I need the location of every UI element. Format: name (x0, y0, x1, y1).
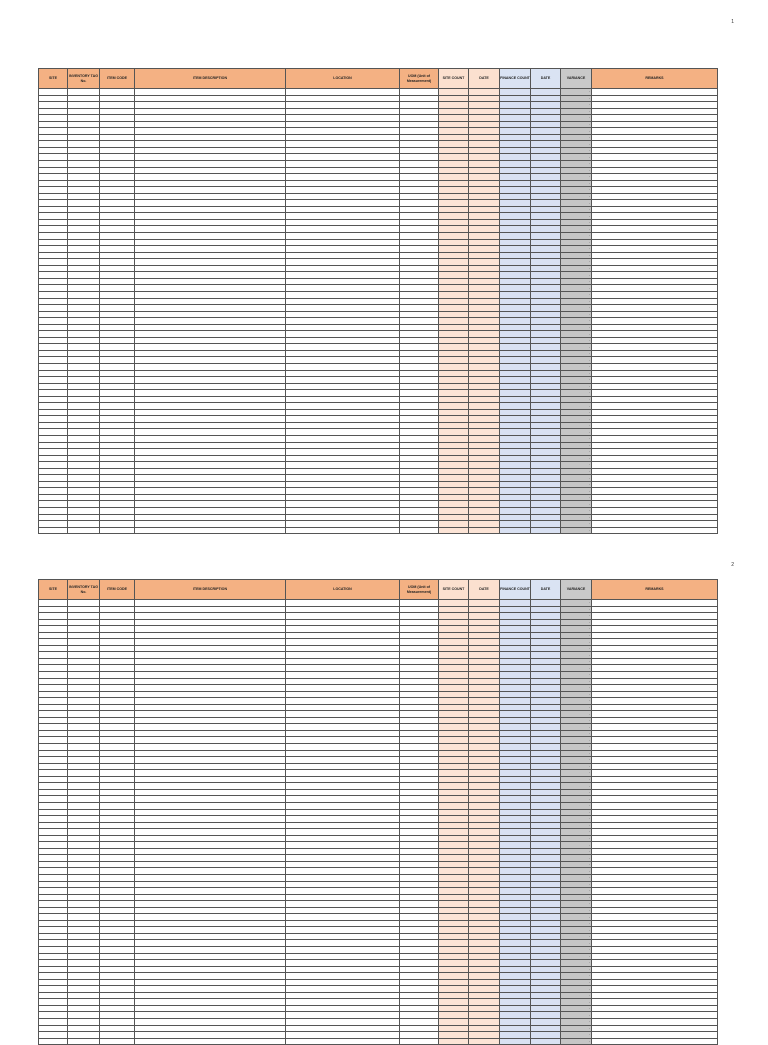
cell-variance: - (561, 802, 592, 809)
cell-variance: - (561, 174, 592, 181)
cell-variance: - (561, 999, 592, 1006)
cell-variance: - (561, 1032, 592, 1039)
cell-variance: - (561, 842, 592, 849)
cell-desc[interactable] (135, 1038, 286, 1045)
cell-variance: - (561, 744, 592, 751)
cell-variance: - (561, 737, 592, 744)
header-row (39, 580, 718, 600)
column-header-site: SITE (39, 69, 68, 89)
cell-variance: - (561, 724, 592, 731)
cell-variance: - (561, 252, 592, 259)
cell-variance: - (561, 318, 592, 325)
cell-variance: - (561, 383, 592, 390)
cell-variance: - (561, 187, 592, 194)
cell-variance: - (561, 848, 592, 855)
cell-variance: - (561, 89, 592, 96)
cell-variance: - (561, 449, 592, 456)
cell-variance: - (561, 914, 592, 921)
cell-variance: - (561, 789, 592, 796)
cell-variance: - (561, 527, 592, 534)
cell-variance: - (561, 396, 592, 403)
cell-location[interactable] (286, 527, 400, 534)
column-header-location: LOCATION (286, 580, 400, 600)
cell-variance: - (561, 403, 592, 410)
cell-variance: - (561, 147, 592, 154)
cell-variance: - (561, 344, 592, 351)
cell-variance: - (561, 239, 592, 246)
cell-variance: - (561, 711, 592, 718)
cell-location[interactable] (286, 1038, 400, 1045)
cell-variance: - (561, 246, 592, 253)
cell-site[interactable] (39, 527, 68, 534)
cell-tag[interactable] (68, 1038, 100, 1045)
cell-item-code[interactable] (100, 1038, 135, 1045)
column-header-tag: INVENTORY TAG No. (68, 69, 100, 89)
cell-variance: - (561, 128, 592, 135)
cell-variance: - (561, 730, 592, 737)
column-header-date2: DATE (531, 69, 561, 89)
page-number: 1 (731, 19, 734, 25)
cell-variance: - (561, 226, 592, 233)
cell-variance: - (561, 868, 592, 875)
table-row (39, 1038, 718, 1045)
cell-variance: - (561, 816, 592, 823)
cell-variance: - (561, 927, 592, 934)
column-header-tag: INVENTORY TAG No. (68, 580, 100, 600)
cell-variance: - (561, 1012, 592, 1019)
cell-variance: - (561, 953, 592, 960)
cell-variance: - (561, 632, 592, 639)
cell-variance: - (561, 435, 592, 442)
cell-variance: - (561, 115, 592, 122)
cell-variance: - (561, 285, 592, 292)
column-header-site-count: SITE COUNT (439, 69, 469, 89)
cell-variance: - (561, 763, 592, 770)
cell-variance: - (561, 907, 592, 914)
cell-remarks[interactable] (592, 527, 718, 534)
cell-variance: - (561, 167, 592, 174)
cell-variance: - (561, 600, 592, 607)
cell-variance: - (561, 259, 592, 266)
column-header-desc: ITEM DESCRIPTION (135, 69, 286, 89)
cell-date2[interactable] (531, 527, 561, 534)
cell-variance: - (561, 311, 592, 318)
cell-variance: - (561, 835, 592, 842)
cell-variance: - (561, 265, 592, 272)
cell-site-count[interactable] (439, 1038, 469, 1045)
cell-variance: - (561, 455, 592, 462)
cell-variance: - (561, 324, 592, 331)
cell-variance: - (561, 619, 592, 626)
cell-uom[interactable] (400, 527, 439, 534)
cell-variance: - (561, 219, 592, 226)
cell-variance: - (561, 652, 592, 659)
cell-variance: - (561, 770, 592, 777)
cell-variance: - (561, 776, 592, 783)
cell-variance: - (561, 193, 592, 200)
cell-variance: - (561, 613, 592, 620)
cell-date2[interactable] (531, 1038, 561, 1045)
cell-variance: - (561, 462, 592, 469)
cell-variance: - (561, 468, 592, 475)
column-header-site: SITE (39, 580, 68, 600)
cell-variance: - (561, 966, 592, 973)
cell-site-count[interactable] (439, 527, 469, 534)
cell-remarks[interactable] (592, 1038, 718, 1045)
column-header-uom: UOM (Unit of Measurement) (400, 69, 439, 89)
cell-variance: - (561, 390, 592, 397)
inventory-count-sheet (38, 579, 718, 1045)
cell-variance: - (561, 514, 592, 521)
header-row (39, 69, 718, 89)
cell-variance: - (561, 933, 592, 940)
cell-variance: - (561, 331, 592, 338)
cell-variance: - (561, 881, 592, 888)
cell-variance: - (561, 822, 592, 829)
cell-variance: - (561, 494, 592, 501)
cell-variance: - (561, 1038, 592, 1045)
cell-variance: - (561, 973, 592, 980)
column-header-remarks: REMARKS (592, 580, 718, 600)
cell-finance[interactable] (500, 527, 531, 534)
cell-variance: - (561, 940, 592, 947)
cell-variance: - (561, 206, 592, 213)
cell-variance: - (561, 1005, 592, 1012)
cell-variance: - (561, 757, 592, 764)
cell-variance: - (561, 180, 592, 187)
cell-variance: - (561, 874, 592, 881)
cell-variance: - (561, 704, 592, 711)
cell-variance: - (561, 992, 592, 999)
column-header-finance: FINANCE COUNT (500, 580, 531, 600)
cell-variance: - (561, 272, 592, 279)
cell-variance: - (561, 829, 592, 836)
cell-variance: - (561, 750, 592, 757)
cell-variance: - (561, 200, 592, 207)
cell-variance: - (561, 960, 592, 967)
cell-variance: - (561, 894, 592, 901)
cell-variance: - (561, 108, 592, 115)
cell-variance: - (561, 298, 592, 305)
cell-variance: - (561, 508, 592, 515)
inventory-count-sheet (38, 68, 718, 534)
cell-variance: - (561, 305, 592, 312)
cell-variance: - (561, 1025, 592, 1032)
column-header-desc: ITEM DESCRIPTION (135, 580, 286, 600)
cell-variance: - (561, 442, 592, 449)
cell-variance: - (561, 946, 592, 953)
table-row (39, 527, 718, 534)
cell-variance: - (561, 278, 592, 285)
cell-variance: - (561, 233, 592, 240)
column-header-date1: DATE (469, 580, 500, 600)
cell-tag[interactable] (68, 527, 100, 534)
cell-item-code[interactable] (100, 527, 135, 534)
cell-variance: - (561, 698, 592, 705)
column-header-location: LOCATION (286, 69, 400, 89)
column-header-item-code: ITEM CODE (100, 580, 135, 600)
column-header-item-code: ITEM CODE (100, 69, 135, 89)
cell-variance: - (561, 357, 592, 364)
cell-variance: - (561, 488, 592, 495)
column-header-uom: UOM (Unit of Measurement) (400, 580, 439, 600)
cell-variance: - (561, 370, 592, 377)
cell-date1[interactable] (469, 1038, 500, 1045)
cell-variance: - (561, 141, 592, 148)
cell-variance: - (561, 685, 592, 692)
cell-variance: - (561, 717, 592, 724)
cell-variance: - (561, 95, 592, 102)
cell-variance: - (561, 920, 592, 927)
cell-variance: - (561, 861, 592, 868)
cell-site[interactable] (39, 1038, 68, 1045)
column-header-site-count: SITE COUNT (439, 580, 469, 600)
cell-variance: - (561, 481, 592, 488)
cell-variance: - (561, 855, 592, 862)
column-header-variance: VARIANCE (561, 580, 592, 600)
cell-variance: - (561, 1019, 592, 1026)
cell-variance: - (561, 121, 592, 128)
cell-variance: - (561, 363, 592, 370)
cell-variance: - (561, 422, 592, 429)
cell-variance: - (561, 809, 592, 816)
cell-variance: - (561, 475, 592, 482)
column-header-variance: VARIANCE (561, 69, 592, 89)
cell-variance: - (561, 678, 592, 685)
cell-finance[interactable] (500, 1038, 531, 1045)
cell-variance: - (561, 521, 592, 528)
cell-variance: - (561, 606, 592, 613)
cell-variance: - (561, 783, 592, 790)
cell-variance: - (561, 986, 592, 993)
column-header-remarks: REMARKS (592, 69, 718, 89)
cell-variance: - (561, 429, 592, 436)
cell-uom[interactable] (400, 1038, 439, 1045)
cell-variance: - (561, 416, 592, 423)
column-header-date1: DATE (469, 69, 500, 89)
cell-variance: - (561, 888, 592, 895)
cell-variance: - (561, 161, 592, 168)
cell-variance: - (561, 639, 592, 646)
cell-variance: - (561, 102, 592, 109)
cell-variance: - (561, 501, 592, 508)
cell-variance: - (561, 691, 592, 698)
cell-variance: - (561, 672, 592, 679)
cell-variance: - (561, 409, 592, 416)
cell-variance: - (561, 645, 592, 652)
cell-variance: - (561, 377, 592, 384)
cell-variance: - (561, 979, 592, 986)
cell-variance: - (561, 901, 592, 908)
cell-variance: - (561, 658, 592, 665)
cell-variance: - (561, 665, 592, 672)
cell-date1[interactable] (469, 527, 500, 534)
cell-variance: - (561, 796, 592, 803)
column-header-date2: DATE (531, 580, 561, 600)
cell-variance: - (561, 337, 592, 344)
page-number: 2 (731, 562, 734, 568)
cell-variance: - (561, 154, 592, 161)
cell-variance: - (561, 291, 592, 298)
cell-variance: - (561, 134, 592, 141)
cell-desc[interactable] (135, 527, 286, 534)
cell-variance: - (561, 350, 592, 357)
cell-variance: - (561, 213, 592, 220)
column-header-finance: FINANCE COUNT (500, 69, 531, 89)
cell-variance: - (561, 626, 592, 633)
